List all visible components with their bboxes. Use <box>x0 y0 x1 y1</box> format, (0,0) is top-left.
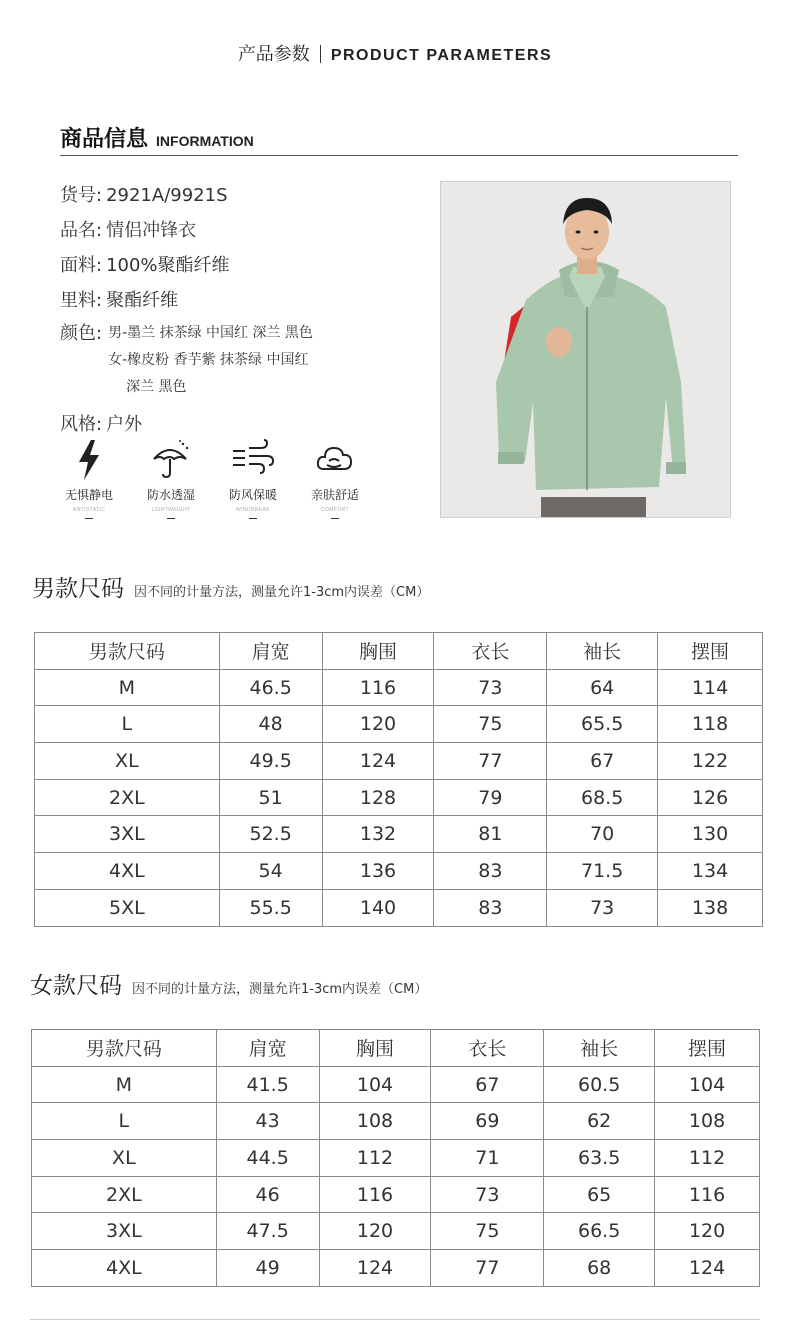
table-cell: 68 <box>544 1250 655 1287</box>
men-size-note: 因不同的计量方法，测量允许1-3cm内误差（CM） <box>134 585 430 600</box>
table-cell: 71.5 <box>547 853 658 890</box>
table-header-cell: 胸围 <box>319 1030 431 1067</box>
table-cell: 51 <box>219 779 322 816</box>
feature-label-en: WINDBREAK <box>236 507 270 513</box>
feature-label: 无惧静电 <box>64 488 113 502</box>
table-cell: 65 <box>544 1176 655 1213</box>
table-row <box>32 1103 760 1140</box>
table-cell: 138 <box>658 889 763 926</box>
table-cell: 4XL <box>35 853 220 890</box>
table-row <box>32 1176 760 1213</box>
table-cell: 68.5 <box>547 779 658 816</box>
info-value: 聚酯纤维 <box>106 290 179 311</box>
info-row-lining <box>60 283 430 318</box>
table-header-cell: 袖长 <box>547 633 658 670</box>
table-cell: 140 <box>322 889 434 926</box>
info-value: 情侣冲锋衣 <box>106 220 197 241</box>
table-cell: 46.5 <box>219 669 322 706</box>
table-cell: 83 <box>434 889 547 926</box>
header-divider <box>320 45 321 63</box>
table-cell: 124 <box>655 1250 760 1287</box>
table-cell: 104 <box>319 1066 431 1103</box>
wind-icon <box>212 438 294 482</box>
table-cell: 112 <box>319 1140 431 1177</box>
page-header <box>0 40 790 66</box>
table-row <box>35 743 763 780</box>
table-cell: 77 <box>431 1250 544 1287</box>
table-cell: 73 <box>431 1176 544 1213</box>
feature-dash <box>331 518 339 519</box>
table-cell: 66.5 <box>544 1213 655 1250</box>
info-key: 里料: <box>60 290 103 311</box>
table-cell: M <box>35 669 220 706</box>
table-header-row <box>35 633 763 670</box>
table-cell: L <box>35 706 220 743</box>
table-cell: 83 <box>434 853 547 890</box>
info-value: 2921A/9921S <box>106 185 228 206</box>
table-row <box>32 1066 760 1103</box>
cloud-icon <box>294 438 376 482</box>
table-cell: 134 <box>658 853 763 890</box>
info-title-en: INFORMATION <box>156 133 254 149</box>
table-cell: 65.5 <box>547 706 658 743</box>
table-row <box>35 889 763 926</box>
table-header-cell: 摆围 <box>658 633 763 670</box>
header-title-en: PRODUCT PARAMETERS <box>330 47 553 64</box>
table-row <box>32 1250 760 1287</box>
table-cell: 116 <box>319 1176 431 1213</box>
table-cell: 67 <box>431 1066 544 1103</box>
feature-label-en: ANTISTATIC <box>72 507 106 513</box>
umbrella-icon <box>130 438 212 482</box>
table-cell: 46 <box>216 1176 319 1213</box>
table-cell: 62 <box>544 1103 655 1140</box>
table-cell: 79 <box>434 779 547 816</box>
table-header-cell: 袖长 <box>544 1030 655 1067</box>
feature-comfort <box>294 438 376 519</box>
table-header-cell: 摆围 <box>655 1030 760 1067</box>
table-cell: 108 <box>319 1103 431 1140</box>
table-cell: 130 <box>658 816 763 853</box>
women-size-note: 因不同的计量方法，测量允许1-3cm内误差（CM） <box>132 982 428 997</box>
bottom-divider <box>30 1319 760 1320</box>
table-cell: 2XL <box>35 779 220 816</box>
info-key: 面料: <box>60 255 103 276</box>
feature-dash <box>249 518 257 519</box>
table-row <box>32 1213 760 1250</box>
table-cell: 128 <box>322 779 434 816</box>
feature-windproof <box>212 438 294 519</box>
table-cell: M <box>32 1066 217 1103</box>
table-cell: 126 <box>658 779 763 816</box>
info-key: 货号: <box>60 185 103 206</box>
table-cell: 41.5 <box>216 1066 319 1103</box>
table-cell: 44.5 <box>216 1140 319 1177</box>
info-value: 户外 <box>106 414 143 435</box>
table-row <box>35 669 763 706</box>
info-key: 风格: <box>60 414 103 435</box>
table-cell: 55.5 <box>219 889 322 926</box>
table-cell: 3XL <box>35 816 220 853</box>
table-cell: 77 <box>434 743 547 780</box>
table-cell: 114 <box>658 669 763 706</box>
info-row-item-no <box>60 178 430 213</box>
table-cell: 120 <box>322 706 434 743</box>
table-cell: 73 <box>434 669 547 706</box>
table-cell: 120 <box>655 1213 760 1250</box>
table-header-cell: 男款尺码 <box>35 633 220 670</box>
table-cell: 73 <box>547 889 658 926</box>
color-line-men: 男-墨兰 抹茶绿 中国红 深兰 黑色 <box>108 325 313 341</box>
table-cell: 4XL <box>32 1250 217 1287</box>
table-header-cell: 肩宽 <box>219 633 322 670</box>
feature-label-en: COMFORT <box>321 507 349 513</box>
table-cell: 112 <box>655 1140 760 1177</box>
table-cell: 75 <box>431 1213 544 1250</box>
table-cell: 49 <box>216 1250 319 1287</box>
table-cell: 122 <box>658 743 763 780</box>
men-size-title <box>32 570 429 603</box>
info-key: 品名: <box>60 220 103 241</box>
color-line-women: 女-橡皮粉 香芋紫 抹茶绿 中国红 <box>108 352 309 368</box>
table-header-row <box>32 1030 760 1067</box>
info-row-name <box>60 213 430 248</box>
info-divider <box>60 155 738 156</box>
feature-label: 亲肤舒适 <box>310 488 359 502</box>
info-key: 颜色: <box>60 323 103 344</box>
table-cell: 124 <box>322 743 434 780</box>
feature-label: 防风保暖 <box>228 488 277 502</box>
feature-antistatic <box>48 438 130 519</box>
table-row <box>35 706 763 743</box>
table-cell: 67 <box>547 743 658 780</box>
table-cell: 69 <box>431 1103 544 1140</box>
info-list <box>60 178 430 442</box>
table-cell: 5XL <box>35 889 220 926</box>
info-row-style <box>60 407 430 442</box>
table-cell: 136 <box>322 853 434 890</box>
table-cell: 48 <box>219 706 322 743</box>
table-cell: 81 <box>434 816 547 853</box>
table-cell: 49.5 <box>219 743 322 780</box>
product-photo <box>440 181 731 518</box>
table-header-cell: 衣长 <box>434 633 547 670</box>
table-cell: 52.5 <box>219 816 322 853</box>
info-value: 100%聚酯纤维 <box>106 255 230 276</box>
info-row-fabric <box>60 248 430 283</box>
feature-dash <box>85 518 93 519</box>
info-title-cn: 商品信息 <box>60 127 149 152</box>
table-header-cell: 胸围 <box>322 633 434 670</box>
table-cell: 60.5 <box>544 1066 655 1103</box>
lightning-icon <box>48 438 130 482</box>
table-row <box>35 816 763 853</box>
table-row <box>35 779 763 816</box>
table-cell: 124 <box>319 1250 431 1287</box>
table-cell: 108 <box>655 1103 760 1140</box>
table-cell: 132 <box>322 816 434 853</box>
header-title-cn: 产品参数 <box>237 44 310 65</box>
table-cell: 104 <box>655 1066 760 1103</box>
table-cell: L <box>32 1103 217 1140</box>
table-cell: 2XL <box>32 1176 217 1213</box>
table-header-cell: 衣长 <box>431 1030 544 1067</box>
women-size-table <box>31 1029 760 1287</box>
table-cell: 116 <box>655 1176 760 1213</box>
table-cell: 116 <box>322 669 434 706</box>
table-cell: XL <box>35 743 220 780</box>
table-header-cell: 肩宽 <box>216 1030 319 1067</box>
info-section-title <box>60 122 254 153</box>
men-size-heading: 男款尺码 <box>32 576 124 602</box>
women-size-heading: 女款尺码 <box>30 973 122 999</box>
feature-list <box>48 438 388 519</box>
table-cell: 75 <box>434 706 547 743</box>
table-cell: 3XL <box>32 1213 217 1250</box>
feature-label-en: LIGHTWEIGHT <box>151 507 191 513</box>
color-list <box>108 320 313 401</box>
feature-waterproof <box>130 438 212 519</box>
info-row-colors <box>60 320 430 401</box>
table-cell: 120 <box>319 1213 431 1250</box>
table-cell: 70 <box>547 816 658 853</box>
table-row <box>35 853 763 890</box>
feature-label: 防水透湿 <box>146 488 195 502</box>
table-cell: 47.5 <box>216 1213 319 1250</box>
table-cell: 118 <box>658 706 763 743</box>
color-line-women-cont: 深兰 黑色 <box>126 379 187 395</box>
women-size-title <box>30 967 427 1000</box>
table-cell: 54 <box>219 853 322 890</box>
table-cell: XL <box>32 1140 217 1177</box>
table-cell: 71 <box>431 1140 544 1177</box>
table-header-cell: 男款尺码 <box>32 1030 217 1067</box>
table-cell: 64 <box>547 669 658 706</box>
table-row <box>32 1140 760 1177</box>
feature-dash <box>167 518 175 519</box>
table-cell: 43 <box>216 1103 319 1140</box>
men-size-table <box>34 632 763 927</box>
table-cell: 63.5 <box>544 1140 655 1177</box>
